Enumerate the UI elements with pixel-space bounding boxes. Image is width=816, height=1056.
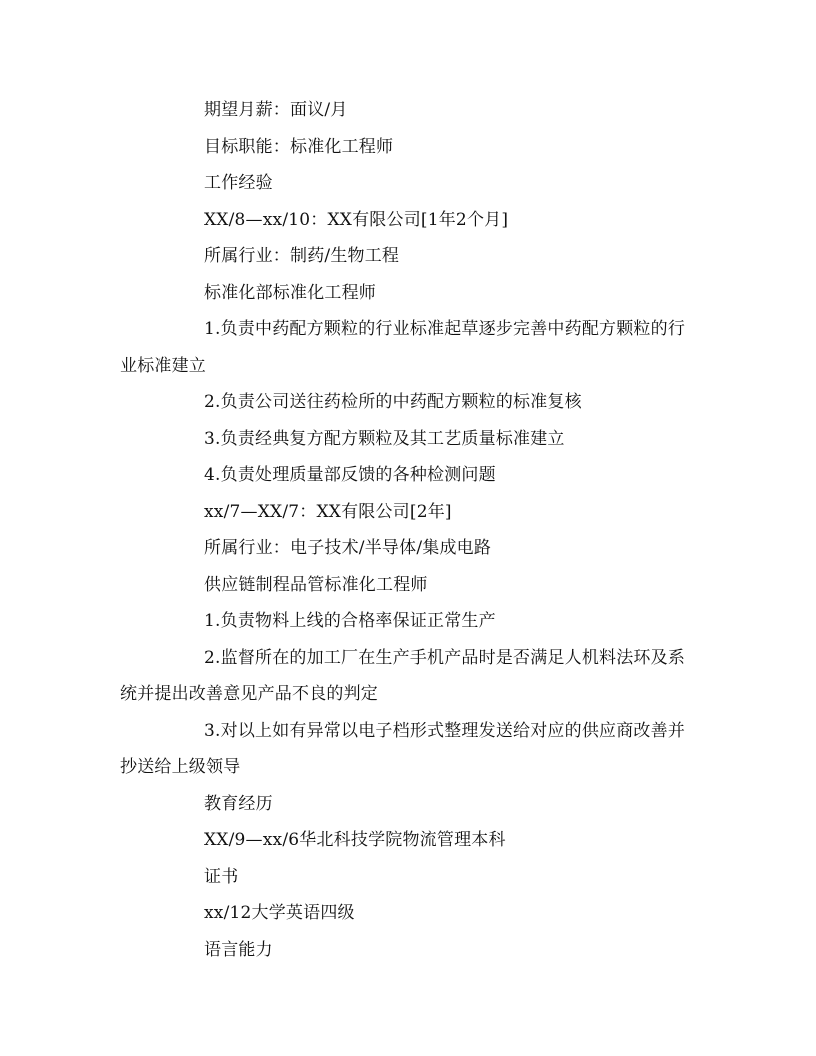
job-duty-2-1: 1.负责物料上线的合格率保证正常生产 (204, 611, 496, 631)
expected-salary-line: 期望月薪：面议/月 (204, 100, 348, 120)
resume-body (120, 92, 698, 968)
job-duty-1-3: 3.负责经典复方配方颗粒及其工艺质量标准建立 (204, 428, 565, 449)
education-heading: 教育经历 (204, 793, 273, 814)
job-title-2: 供应链制程品管标准化工程师 (204, 574, 428, 595)
language-skill-heading: 语言能力 (204, 939, 273, 960)
job-period-1: XX/8—xx/10：XX有限公司[1年2个月] (204, 209, 509, 230)
work-experience-heading: 工作经验 (204, 173, 273, 193)
job-duty-1-4: 4.负责处理质量部反馈的各种检测问题 (204, 465, 496, 485)
industry-line-2: 所属行业：电子技术/半导体/集成电路 (204, 538, 492, 558)
job-title-1: 标准化部标准化工程师 (204, 282, 376, 303)
job-duty-1-2: 2.负责公司送往药检所的中药配方颗粒的标准复核 (204, 392, 582, 412)
job-duty-2-2: 2.监督所在的加工厂在生产手机产品时是否满足人机料法环及系统并提出改善意见产品不良的判定 (120, 647, 686, 704)
job-period-2: xx/7—XX/7：XX有限公司[2年] (204, 501, 452, 522)
education-entry: XX/9—xx/6华北科技学院物流管理本科 (204, 830, 506, 850)
certificate-entry: xx/12大学英语四级 (204, 903, 355, 923)
industry-line-1: 所属行业：制药/生物工程 (204, 246, 400, 266)
job-duty-1-1: 1.负责中药配方颗粒的行业标准起草逐步完善中药配方颗粒的行业标准建立 (120, 319, 686, 376)
job-duty-2-3: 3.对以上如有异常以电子档形式整理发送给对应的供应商改善并抄送给上级领导 (120, 720, 686, 777)
certificate-heading: 证书 (204, 866, 239, 887)
target-position-line: 目标职能：标准化工程师 (204, 136, 394, 157)
